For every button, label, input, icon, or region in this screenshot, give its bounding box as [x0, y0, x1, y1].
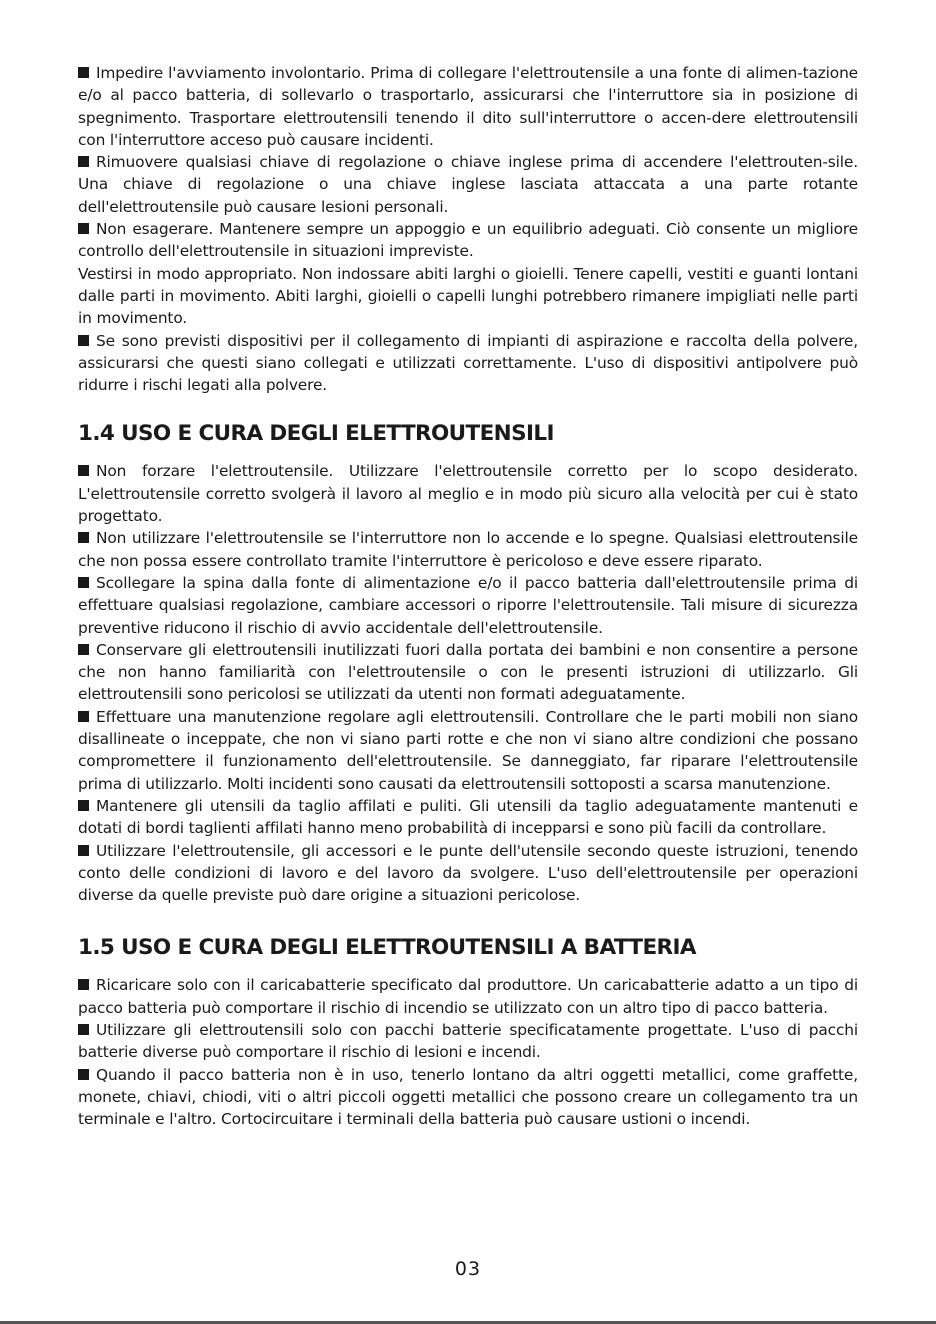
paragraph	[78, 974, 858, 1019]
paragraph-text: Effettuare una manutenzione regolare agli elettroutensili. Controllare che le parti mobili non siano disallineate o inceppate, che non vi siano parti rotte e che non vi siano altre condizioni che possano compromettere il funzionamento dell'elettroutensile. Se danneggiato, far riparare l'elettroutensile prima di utilizzarlo. Molti incidenti sono causati da elettroutensili sottoposti a scarsa manutenzione.	[78, 707, 858, 793]
section-heading-1-5: 1.5 USO E CURA DEGLI ELETTROUTENSILI A BATTERIA	[78, 935, 696, 961]
intro-section	[78, 62, 858, 396]
square-bullet-icon	[78, 1069, 89, 1080]
square-bullet-icon	[78, 156, 89, 167]
paragraph-text: Non utilizzare l'elettroutensile se l'interruttore non lo accende e lo spegne. Qualsiasi elettroutensile che non possa essere controllato tramite l'interruttore è pericoloso e deve essere riparato.	[78, 529, 858, 570]
square-bullet-icon	[78, 800, 89, 811]
paragraph-text: Mantenere gli utensili da taglio affilati e puliti. Gli utensili da taglio adeguatamente mantenuti e dotati di bordi taglienti affilati hanno meno probabilità di incepparsi e sono più facili da controllare.	[78, 796, 858, 838]
square-bullet-icon	[78, 979, 89, 990]
square-bullet-icon	[78, 1024, 89, 1035]
square-bullet-icon	[78, 711, 89, 722]
paragraph	[78, 795, 858, 840]
section-heading-1-4: 1.4 USO E CURA DEGLI ELETTROUTENSILI	[78, 421, 554, 447]
square-bullet-icon	[78, 223, 89, 234]
paragraph	[78, 527, 858, 572]
paragraph-text: Rimuovere qualsiasi chiave di regolazione o chiave inglese prima di accendere l'elettrouten-sile. Una chiave di regolazione o una chiave inglese lasciata attaccata a una parte rotante dell'elettroutensile può causare lesioni personali.	[78, 153, 858, 216]
square-bullet-icon	[78, 465, 89, 476]
paragraph-text: Non forzare l'elettroutensile. Utilizzare l'elettroutensile corretto per lo scopo desiderato. L'elettroutensile corretto svolgerà il lavoro al meglio e in modo più sicuro alla velocità per cui è stato progettato.	[78, 462, 858, 526]
paragraph-text: Conservare gli elettroutensili inutilizzati fuori dalla portata dei bambini e non consentire a persone che non hanno familiarità con l'elettroutensile o con le presenti istruzioni di utilizzarlo. Gli elettroutensili sono pericolosi se utilizzati da utenti non formati adeguatamente.	[78, 640, 858, 704]
square-bullet-icon	[78, 644, 89, 655]
section-1-5-body	[78, 974, 858, 1130]
paragraph	[78, 460, 858, 527]
paragraph	[78, 572, 858, 639]
page-number: 03	[454, 1258, 482, 1280]
square-bullet-icon	[78, 577, 89, 588]
paragraph-text: Vestirsi in modo appropriato. Non indossare abiti larghi o gioielli. Tenere capelli, vestiti e guanti lontani dalle parti in movimento. Abiti larghi, gioielli o capelli lunghi potrebbero rimanere impigliati nelle parti in movimento.	[78, 264, 858, 328]
paragraph-text: Quando il pacco batteria non è in uso, tenerlo lontano da altri oggetti metallici, come graffette, monete, chiavi, chiodi, viti o altri piccoli oggetti metallici che possono creare un collegamento tra un terminale e l'altro. Cortocircuitare i terminali della batteria può causare ustioni o incendi.	[78, 1065, 858, 1129]
document-page	[78, 62, 858, 1130]
paragraph-text: Utilizzare l'elettroutensile, gli accessori e le punte dell'utensile secondo queste istruzioni, tenendo conto delle condizioni di lavoro e del lavoro da svolgere. L'uso dell'elettroutensile per operazioni diverse da quelle previste può dare origine a situazioni pericolose.	[78, 841, 858, 905]
paragraph-text: Impedire l'avviamento involontario. Prima di collegare l'elettroutensile a una fonte di alimen-tazione e/o al pacco batteria, di sollevarlo o trasportarlo, assicurarsi che l'interruttore sia in posizione di spegnimento. Trasportare elettroutensili tenendo il dito sull'interruttore o accen-dere elettroutensili con l'interruttore acceso può causare incidenti.	[78, 64, 858, 149]
paragraph	[78, 706, 858, 795]
square-bullet-icon	[78, 335, 89, 346]
paragraph-text: Ricaricare solo con il caricabatterie specificato dal produttore. Un caricabatterie adatto a un tipo di pacco batteria può comportare il rischio di incendio se utilizzato con un altro tipo di pacco batteria.	[78, 976, 858, 1017]
square-bullet-icon	[78, 845, 89, 856]
section-1-4-body	[78, 460, 858, 906]
paragraph	[78, 639, 858, 706]
square-bullet-icon	[78, 67, 89, 78]
paragraph	[78, 1064, 858, 1131]
paragraph	[78, 151, 858, 218]
paragraph-text: Se sono previsti dispositivi per il collegamento di impianti di aspirazione e raccolta della polvere, assicurarsi che questi siano collegati e utilizzati correttamente. L'uso di dispositivi antipolvere può ridurre i rischi legati alla polvere.	[78, 331, 858, 395]
square-bullet-icon	[78, 532, 89, 543]
paragraph	[78, 1019, 858, 1064]
paragraph	[78, 840, 858, 907]
paragraph-text: Utilizzare gli elettroutensili solo con pacchi batterie specificatamente progettate. L'uso di pacchi batterie diverse può comportare il rischio di lesioni e incendi.	[78, 1020, 858, 1062]
paragraph-text: Scollegare la spina dalla fonte di alimentazione e/o il pacco batteria dall'elettroutensile prima di effettuare qualsiasi regolazione, cambiare accessori o riporre l'elettroutensile. Tali misure di sicurezza preventive riducono il rischio di avvio accidentale dell'elettroutensile.	[78, 573, 858, 637]
paragraph	[78, 263, 858, 330]
paragraph-text: Non esagerare. Mantenere sempre un appoggio e un equilibrio adeguati. Ciò consente un migliore controllo dell'elettroutensile in situazioni impreviste.	[78, 220, 858, 261]
paragraph	[78, 330, 858, 397]
paragraph	[78, 62, 858, 151]
paragraph	[78, 218, 858, 263]
